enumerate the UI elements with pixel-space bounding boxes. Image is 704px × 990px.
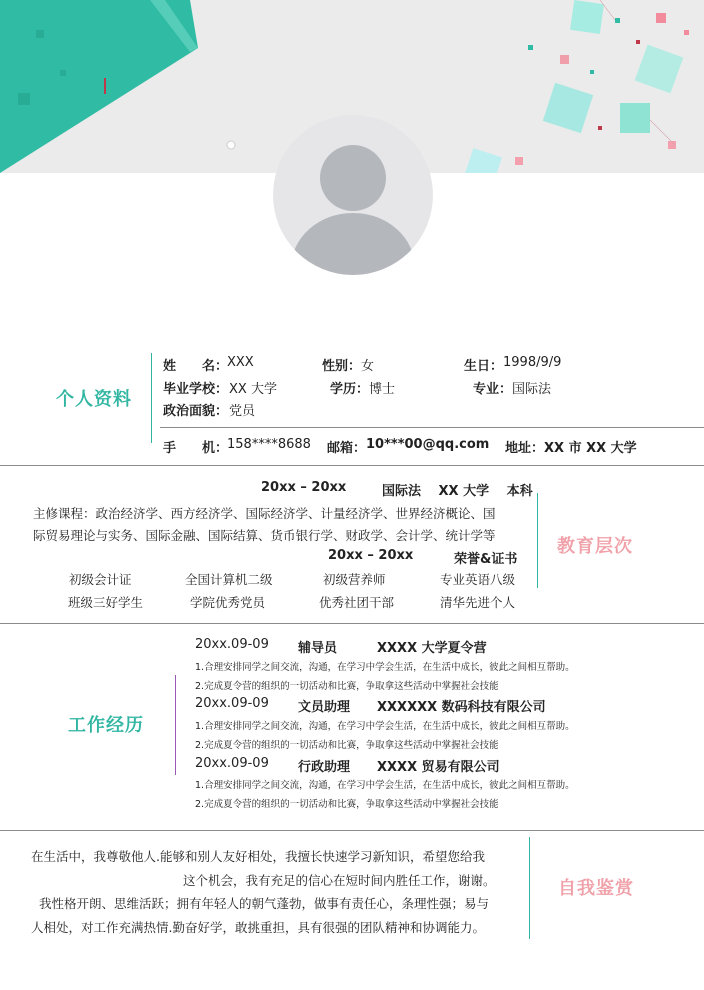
politics-value: 党员 — [229, 404, 256, 419]
avatar-body-shape — [291, 213, 415, 275]
job-org: XXXX 大学夏令营 — [377, 641, 487, 656]
section-divider-1 — [0, 465, 704, 466]
honor-item: 优秀社团干部 — [319, 595, 395, 610]
phone-value: 158****8688 — [227, 437, 311, 452]
degree-value: 博士 — [369, 382, 396, 397]
job-desc: 1.合理安排同学之间交流，沟通，在学习中学会生活，在生活中成长，彼此之间相互帮助。 — [195, 662, 575, 673]
self-line-3: 我性格开朗、思维活跃；拥有年轻人的朝气蓬勃，做事有责任心，条理性强；易与 — [39, 896, 490, 911]
avatar-head-shape — [320, 145, 386, 211]
honor-item: 专业英语八级 — [440, 572, 516, 587]
gender-value: 女 — [361, 359, 375, 374]
self-line-4: 人相处，对工作充满热情.勤奋好学，敢挑重担，具有很强的团队精神和协调能力。 — [31, 920, 485, 935]
name-value: XXX — [227, 355, 254, 370]
job-date: 20xx.09-09 — [195, 637, 269, 652]
education-section-title: 教育层次 — [557, 536, 633, 557]
job-role: 辅导员 — [298, 641, 338, 656]
profile-divider — [151, 353, 152, 443]
self-line-1: 在生活中，我尊敬他人.能够和别人友好相处，我擅长快速学习新知识，希望您给我 — [31, 849, 485, 864]
profile-section-title: 个人资料 — [56, 389, 132, 410]
birth-value: 1998/9/9 — [503, 355, 562, 370]
work-section-title: 工作经历 — [68, 715, 144, 736]
work-divider — [175, 675, 176, 775]
major-label: 专业： — [473, 382, 513, 397]
job-date: 20xx.09-09 — [195, 696, 269, 711]
honor-item: 学院优秀党员 — [190, 595, 266, 610]
job-role: 行政助理 — [298, 760, 351, 775]
edu-school-line: 国际法 XX 大学 本科 — [382, 484, 533, 499]
self-section-title: 自我鉴赏 — [558, 878, 634, 899]
section-divider-2 — [0, 623, 704, 624]
self-divider — [529, 837, 530, 939]
gender-label: 性别： — [322, 359, 362, 374]
major-value: 国际法 — [512, 382, 552, 397]
job-desc: 1.合理安排同学之间交流，沟通，在学习中学会生活，在生活中成长，彼此之间相互帮助。 — [195, 721, 575, 732]
honor-item: 清华先进个人 — [440, 595, 516, 610]
job-role: 文员助理 — [298, 700, 351, 715]
education-divider — [537, 493, 538, 588]
job-desc: 2.完成夏令营的组织的一切活动和比赛，争取拿这些活动中掌握社会技能 — [195, 740, 499, 751]
politics-label: 政治面貌： — [163, 404, 229, 419]
job-desc: 2.完成夏令营的组织的一切活动和比赛，争取拿这些活动中掌握社会技能 — [195, 681, 499, 692]
job-org: XXXX 贸易有限公司 — [377, 760, 500, 775]
honors-label: 荣誉&证书 — [454, 552, 518, 567]
name-label: 姓 名： — [163, 359, 229, 374]
phone-label: 手 机： — [163, 441, 229, 456]
email-value: 10***00@qq.com — [366, 437, 490, 452]
self-line-2: 这个机会，我有充足的信心在短时间内胜任工作，谢谢。 — [183, 873, 496, 888]
address-label: 地址： — [505, 441, 545, 456]
honor-item: 初级会计证 — [69, 572, 132, 587]
honor-item: 初级营养师 — [323, 572, 386, 587]
address-value: XX 市 XX 大学 — [544, 441, 637, 456]
school-value: XX 大学 — [229, 382, 277, 397]
job-org: XXXXXX 数码科技有限公司 — [377, 700, 546, 715]
job-date: 20xx.09-09 — [195, 756, 269, 771]
edu-courses-line1: 主修课程：政治经济学、西方经济学、国际经济学、计量经济学、世界经济概论、国 — [33, 506, 496, 521]
honor-item: 班级三好学生 — [68, 595, 144, 610]
birth-label: 生日： — [464, 359, 504, 374]
job-desc: 1.合理安排同学之间交流，沟通，在学习中学会生活，在生活中成长，彼此之间相互帮助。 — [195, 780, 575, 791]
edu-period: 20xx – 20xx — [261, 480, 347, 495]
email-label: 邮箱： — [327, 441, 367, 456]
job-desc: 2.完成夏令营的组织的一切活动和比赛，争取拿这些活动中掌握社会技能 — [195, 799, 499, 810]
honor-item: 全国计算机二级 — [185, 572, 273, 587]
profile-contact-divider — [160, 427, 704, 428]
degree-label: 学历： — [330, 382, 370, 397]
section-divider-3 — [0, 830, 704, 831]
honors-period: 20xx – 20xx — [328, 548, 414, 563]
school-label: 毕业学校： — [163, 382, 229, 397]
edu-courses-line2: 际贸易理论与实务、国际金融、国际结算、货币银行学、财政学、会计学、统计学等 — [33, 528, 496, 543]
avatar — [273, 115, 433, 275]
